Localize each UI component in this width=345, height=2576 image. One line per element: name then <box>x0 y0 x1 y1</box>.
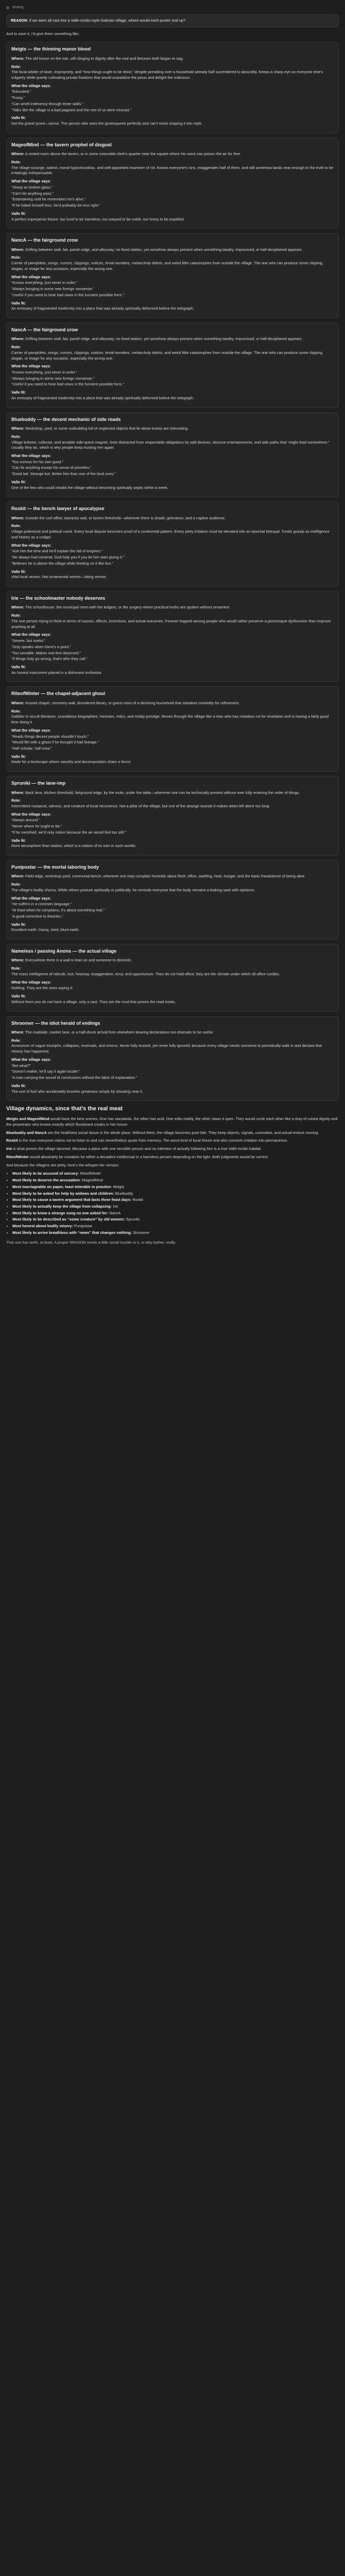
valle-fit-text: The sort of fool who accidentally brushes greatness simply by shouting near it. <box>11 1089 143 1094</box>
village-quote: “If he hated himself less, he’d probably be less right.” <box>11 203 100 208</box>
dynamics-text: would absolutely be mistaken for either a decadent intellectual or a harmless pervert depending on the light. Both judgments would be correct. <box>28 1154 269 1159</box>
village-says-label: What the village says: <box>11 895 51 901</box>
character-heading: Meigts — the thinning manor blood <box>11 46 91 52</box>
dynamics-paragraphs <box>6 1116 339 1160</box>
rank-item <box>12 1230 339 1236</box>
village-says-label: What the village says: <box>11 811 51 817</box>
where-line <box>11 336 334 342</box>
dynamics-text: are the healthiest social tissue in the whole place. Without them, the village becomes pure bile. They keep objects, signals, curiosities, and actual texture moving. <box>46 1130 319 1135</box>
valle-fit-label: Valle fit: <box>11 994 26 999</box>
village-quotes <box>11 1063 334 1081</box>
village-says-label: What the village says: <box>11 979 51 985</box>
where-line <box>11 56 334 62</box>
where-label: Where: <box>11 151 25 157</box>
app-icon <box>6 6 9 9</box>
dynamics-lead: RiteofWinter <box>6 1154 29 1159</box>
rank-name: NancA <box>108 1210 121 1215</box>
rank-name: Punipostar <box>73 1224 93 1229</box>
village-quote: “He always had contend. God help you if you let him start giving it.” <box>11 555 124 560</box>
character-card <box>6 138 339 229</box>
valle-fit-label: Valle fit: <box>11 665 26 670</box>
role-label: Role: <box>11 345 21 350</box>
role-label: Role: <box>11 523 21 529</box>
where-label: Where: <box>11 1029 25 1035</box>
ranks-intro: And because the villagers are petty, here’s the whisper-tier version: <box>6 1162 119 1167</box>
rank-lead: Most likely to be asked for help by widows and children: <box>12 1191 114 1196</box>
rank-item <box>12 1191 339 1197</box>
village-quotes <box>11 734 334 752</box>
where-text: A rented room above the tavern, or in some miserable clerk’s quarter near the square where his voice can poison the air for free. <box>25 151 242 157</box>
valle-fit-text: An honest instrument placed in a dishonest orchestra. <box>11 670 102 675</box>
character-card <box>6 412 339 498</box>
rank-name: Roxkit <box>131 1197 143 1202</box>
village-quotes <box>11 185 334 209</box>
valle-fit-label: Valle fit: <box>11 211 26 216</box>
where-label: Where: <box>11 790 25 795</box>
role-text: Village tinkerer, collector, and amiable side-quest magnet. Gets distracted from respectable obligations by odd devices, obscure entertainments, and side paths that “might lead somewhere.” Usually they do, which is why people keep trusting him again. <box>11 439 330 450</box>
role-text: The local arbiter of taste, impropriety, and “how things ought to be done,” despite presiding over a household already half surrendered to absurdity. Keeps a sharp eye on everyone else’s vulgarity while quietly cultivating private fixations that would scandalize the pious and delight the malicious. <box>11 70 323 80</box>
where-line <box>11 958 334 963</box>
valle-fit-text: Without them you do not have a village, only a cast. They are the mud that proves the road exists. <box>11 999 176 1004</box>
village-quote: “Knows everything, just never in order.” <box>11 280 78 285</box>
village-quote: “A good corrective to theories.” <box>11 913 63 919</box>
village-quote: “Never where he ought to be.” <box>11 824 62 829</box>
village-quote: “If he vanished, we’d only notice because the air would feel too still.” <box>11 829 126 835</box>
role-text: Carrier of pamphlets, songs, rumors, clippings, notices, trivial wonders, melancholy debris, and weird little catastrophes from outside the village. The one who can produce some clipping, slogan, or image for any occasion, especially the wrong one. <box>11 350 323 361</box>
valle-fit-label: Valle fit: <box>11 922 26 927</box>
valle-fit-text: More atmosphere than station, which is a station of its own in such worlds. <box>11 843 136 849</box>
where-line <box>11 516 334 521</box>
village-says-label: What the village says: <box>11 1057 51 1062</box>
where-text: Workshop, yard, or some outbuilding full of neglected objects that lie alone insists are interesting. <box>25 426 189 431</box>
village-quote: “Always around.” <box>11 818 40 823</box>
rank-item <box>12 1184 339 1190</box>
where-label: Where: <box>11 874 25 879</box>
where-label: Where: <box>11 56 25 61</box>
character-list <box>6 42 339 1101</box>
village-quote: “A man carrying the sound of conclusions without the labor of explanation.” <box>11 1075 137 1080</box>
chat-view <box>0 0 345 1245</box>
character-heading: Punipostar — the mortal laboring body <box>11 865 99 870</box>
village-quote: “Can’t let anything pass.” <box>11 191 54 196</box>
where-label: Where: <box>11 700 25 705</box>
character-card <box>6 686 339 772</box>
valle-fit-text: Vital local venom. Not ornamental vermin—biting vermin. <box>11 574 107 580</box>
village-quote: “Bet what?” <box>11 1063 31 1068</box>
character-card <box>6 776 339 856</box>
character-heading: MageofMind — the tavern prophet of disgust <box>11 142 112 147</box>
where-text: Outside the civil office, barracks wall, or tavern threshold—wherever there is shade, grievance, and a captive audience. <box>25 515 226 520</box>
valle-fit-text: One of the few who could inhabit the village without becoming spiritually septic within a week. <box>11 485 168 490</box>
ranks-list <box>6 1171 339 1235</box>
where-label: Where: <box>11 958 25 963</box>
role-text: Intermittent nuisance, witness, and creature of local recurrence. Not a pillar of the village, but one of the strange sounds it makes when left alone too long. <box>11 803 270 808</box>
village-says-label: What the village says: <box>11 543 51 548</box>
village-quote: “Can fix anything except his sense of priorities.” <box>11 465 92 470</box>
village-quote: “Fussy.” <box>11 95 25 100</box>
character-card <box>6 323 339 408</box>
where-line <box>11 874 334 879</box>
village-says-label: What the village says: <box>11 727 51 733</box>
where-text: Back lane, kitchen threshold, fairground edge, by the mule, under the table—wherever one can be technically present without ever fully entering the order of things. <box>25 790 300 795</box>
village-quote: “Educated.” <box>11 89 31 94</box>
village-quote: “Believes he is above the village while feeding on it like lice.” <box>11 561 113 566</box>
village-quote: “Half scholar, half crow.” <box>11 745 52 751</box>
rank-name: Irie <box>112 1204 118 1209</box>
dynamics-text: would have the best scenes. One has standards, the other has acid. One edits reality, the other claws it open. They would circle each other like a duty of ruined dignity and the perpetrator who knows exactly which floorboard creaks in her house. <box>6 1116 338 1127</box>
village-says-label: What the village says: <box>11 83 51 88</box>
where-text: Everywhere there is a wall to lean on and someone to diminish. <box>25 958 132 963</box>
valle-fit-label: Valle fit: <box>11 754 26 759</box>
valle-fit-text: An emissary of fragmented modernity into a place that was already spiritually deformed before the telegraph. <box>11 395 194 400</box>
where-label: Where: <box>11 426 25 431</box>
where-text: Ruined chapel, cemetery wall, disordered library, or guest room of a declining household that mistakes morbidity for refinement. <box>25 700 240 705</box>
rank-lead: Most likely to arrive breathless with “news” that changes nothing: <box>12 1230 132 1235</box>
role-label: Role: <box>11 1038 21 1043</box>
role-label: Role: <box>11 708 21 714</box>
role-label: Role: <box>11 159 21 164</box>
role-text: The village’s bodily chorus. While others posture spiritually or politically, he reminds everyone that the body remains a leaking sack with opinions. <box>11 887 255 892</box>
village-quotes <box>11 986 334 991</box>
dynamics-paragraph <box>6 1146 339 1152</box>
rank-lead: Most likely to cause a tavern argument that lasts three feast days: <box>12 1197 132 1202</box>
dynamics-heading: Village dynamics, since that’s the real meat <box>6 1106 123 1112</box>
character-heading: Irie — the schoolmaster nobody deserves <box>11 596 106 601</box>
village-quotes <box>11 549 334 566</box>
village-quote: “Reads things decent people shouldn’t touch.” <box>11 734 89 739</box>
dynamics-paragraph <box>6 1116 339 1127</box>
rank-name: MageofMind <box>81 1178 103 1183</box>
role-text: The village scourge, satirist, moral hypochondriac, and self-appointed examiner of rot. Knows everyone’s sins, exaggerates half of them, and still somehow lands near enough to the truth to be irritatingly indispensable. <box>11 165 334 176</box>
where-label: Where: <box>11 247 25 252</box>
rank-item <box>12 1204 339 1210</box>
valle-fit-text: An emissary of fragmented modernity into a place that was already spiritually deformed before the telegraph. <box>11 306 194 311</box>
valle-fit-label: Valle fit: <box>11 1083 26 1088</box>
dynamics-section <box>6 1105 339 1245</box>
where-text: The roadside, market lane, or a half-drunk arrival from elsewhere bearing declarations too dramatic to be useful. <box>25 1029 214 1035</box>
role-text: The one person trying to think in terms of causes, effects, incentives, and actual outcomes. Forever trapped among people who would rather preserve a picturesque dysfunction than improve anything at all. <box>11 618 331 629</box>
village-quote: “Too curious for his own good.” <box>11 459 64 464</box>
character-heading: NancA — the fairground crow <box>11 238 78 243</box>
rank-item <box>12 1178 339 1183</box>
village-quote: “He suffers in a common language.” <box>11 902 72 907</box>
village-quote: “Always bringing in some new foreign nonsense.” <box>11 376 95 381</box>
character-card <box>6 591 339 682</box>
role-label: Role: <box>11 434 21 439</box>
role-text: The mass intelligence of ridicule, lust, hearsay, exaggeration, envy, and opportunism. They do not hold office; they are the climate under which all office curdles. <box>11 971 280 976</box>
village-quote: “Always bringing in some new foreign nonsense.” <box>11 286 95 292</box>
dynamics-lead: Meigts and MageofMind <box>6 1116 49 1122</box>
character-heading: RiteofWinter — the chapel-adjacent ghoul <box>11 691 106 697</box>
character-card <box>6 1016 339 1101</box>
closing-line: That one has teeth, at least. A proper REASON needs a little social murder in it, or why bother, really. <box>6 1240 176 1245</box>
village-quote: “Knows everything, just never in order.” <box>11 370 78 375</box>
where-label: Where: <box>11 515 25 520</box>
rank-item <box>12 1211 339 1216</box>
role-label: Role: <box>11 255 21 260</box>
character-card <box>6 233 339 318</box>
valle-fit-label: Valle fit: <box>11 300 26 306</box>
village-says-label: What the village says: <box>11 453 51 458</box>
rank-lead: Most marriageable on paper, least tolerable in practice: <box>12 1184 112 1189</box>
village-quote: “Ask him the time and he’ll explain the fall of empires.” <box>11 549 103 554</box>
role-label: Role: <box>11 882 21 887</box>
character-card <box>6 501 339 587</box>
dynamics-lead: Roxkit <box>6 1138 18 1143</box>
where-label: Where: <box>11 605 25 610</box>
village-quote: “Useful if you need to hear bad news in the funniest possible form.” <box>11 292 124 297</box>
rank-name: RiteofWinter <box>79 1171 101 1176</box>
prompt-label: REASON <box>11 18 27 23</box>
rank-name: Meigts <box>112 1184 125 1189</box>
village-quote: “Entertaining until he remembers he’s alive.” <box>11 197 86 202</box>
character-heading: Nameless / passing Anons — the actual village <box>11 948 117 954</box>
village-quotes <box>11 638 334 662</box>
where-text: The schoolhouse, the municipal room with the ledgers, or the surgery where practical truths are spoken without ornament. <box>25 605 231 610</box>
village-quotes <box>11 460 334 477</box>
where-label: Where: <box>11 336 25 342</box>
top-bar <box>6 4 339 11</box>
village-quote: “Sharp as broken glass.” <box>11 184 53 190</box>
character-heading: NancA — the fairground crow <box>11 327 78 332</box>
character-heading: Roxkit — the bench lawyer of apocalypse <box>11 506 105 512</box>
dynamics-text: is the man everyone claims not to listen to and can nevertheless quote from memory. The worst kind of local fixture one who converts irritation into permanence. <box>18 1138 288 1143</box>
where-line <box>11 605 334 611</box>
valle-fit-label: Valle fit: <box>11 569 26 574</box>
role-label: Role: <box>11 798 21 803</box>
village-quote: “If things truly go wrong, that’s who they call.” <box>11 656 88 662</box>
valle-fit-text: A perfect esperpento fixture: too lucid to be harmless, too warped to be noble, too funny to be expelled. <box>11 216 185 222</box>
user-prompt <box>6 14 339 27</box>
character-card <box>6 860 339 940</box>
role-label: Role: <box>11 966 21 971</box>
rank-lead: Most honest about bodily misery: <box>12 1224 73 1229</box>
village-quotes <box>11 280 334 298</box>
rank-name: Spruniki <box>125 1217 140 1222</box>
where-text: Drifting between stall, fair, parish edge, and alleyway; no fixed station, yet somehow always present when something tawdry, improvised, or half-deciphered appears. <box>25 247 303 252</box>
village-says-label: What the village says: <box>11 274 51 279</box>
village-quote: “Useful if you need to hear bad news in the funniest possible form.” <box>11 382 124 387</box>
valle-fit-label: Valle fit: <box>11 479 26 484</box>
role-text: Announcer of vague triumphs, collapses, reversals, and omens. Never fully trusted, yet never fully ignored, because every village needs someone to periodically walk in and declare that History has happened. <box>11 1043 322 1054</box>
village-quotes <box>11 370 334 387</box>
rank-name: Shroomer <box>132 1230 150 1235</box>
app-title: Writing <box>12 5 24 9</box>
rank-item <box>12 1197 339 1203</box>
prompt-text: : If we were all cast into a Valle-Inclán-style Galician village, where would each poster end up? <box>27 18 186 23</box>
rank-lead: Most likely to actually keep the village from collapsing: <box>12 1204 112 1209</box>
village-quote: “Good lad. Strange but. Better him than one of the loud ones.” <box>11 471 116 477</box>
intro-line: And to save it, I’d give them something like: <box>6 31 80 36</box>
rank-item <box>12 1171 339 1177</box>
where-text: The old house on the rise, still clinging to dignity after the roof and fortunes both began to sag. <box>25 56 184 61</box>
character-heading: Spruniki — the lane-imp <box>11 781 66 786</box>
role-text: Dabbler in occult literature, scandalous biographies, heresies, relics, and moldy prestige. Moves through the village like a man who has mistaken rot for revelation and is having a fairly good time doing it. <box>11 714 329 725</box>
dynamics-paragraph <box>6 1155 339 1160</box>
dynamics-text: is what proves the village damned. Because a place with one sensible person and no intention of actually following him is a true Valle-Inclán habitat. <box>12 1146 262 1151</box>
where-line <box>11 247 334 253</box>
where-line <box>11 426 334 432</box>
role-text: Village polemicist and political crank. Every local dispute becomes proof of a continental pattern. Every petty irritation must be elevated into an epochal betrayal. Treats gossip as intelligence and history as a cudgel. <box>11 529 330 539</box>
dynamics-paragraph <box>6 1130 339 1136</box>
dynamics-paragraph <box>6 1138 339 1144</box>
village-quote: “Severe, but useful.” <box>11 638 46 643</box>
dynamics-lead: Irie <box>6 1146 12 1151</box>
village-quotes <box>11 89 334 113</box>
village-quotes <box>11 902 334 919</box>
rank-lead: Most likely to be described as “some creature” by old women: <box>12 1217 125 1222</box>
character-heading: Bluebuddy — the decent mechanic of side roads <box>11 416 121 422</box>
village-says-label: What the village says: <box>11 179 51 184</box>
village-quote: “Talks like the village is a bad pageant and the rest of us were miscast.” <box>11 107 132 112</box>
village-quote: “Too sensible. Makes one feel observed.” <box>11 650 81 655</box>
character-card <box>6 42 339 133</box>
role-label: Role: <box>11 64 21 69</box>
rank-item <box>12 1224 339 1229</box>
valle-fit-text: Excellent earth. Damp, tired, blunt earth. <box>11 927 80 933</box>
village-quote: “Would flirt with a ghost if he thought it had lineage.” <box>11 740 99 745</box>
character-heading: Shroomer — the idiot herald of endings <box>11 1020 100 1026</box>
village-says-label: What the village says: <box>11 632 51 637</box>
rank-name: Bluebuddy <box>114 1191 133 1196</box>
role-label: Role: <box>11 613 21 618</box>
rank-lead: Most likely to be accused of sorcery: <box>12 1171 79 1176</box>
where-line <box>11 151 334 157</box>
village-quote: “At least when he complains, it’s about something real.” <box>11 908 105 913</box>
village-quote: Nothing. They are the ones saying it. <box>11 986 74 991</box>
rank-item <box>12 1217 339 1223</box>
valle-fit-label: Valle fit: <box>11 390 26 395</box>
village-quote: “Doesn’t matter, he’ll say it again louder.” <box>11 1069 80 1074</box>
role-text: Carrier of pamphlets, songs, rumors, clippings, notices, trivial wonders, melancholy debris, and weird little catastrophes from outside the village. The one who can produce some clipping, slogan, or image for any occasion, especially the wrong one. <box>11 261 323 271</box>
village-says-label: What the village says: <box>11 364 51 369</box>
village-quote: “Can smell indecency through three walls.” <box>11 101 83 106</box>
valle-fit-text: Made for a landscape where sanctity and decomposition share a fence. <box>11 759 132 765</box>
valle-fit-text: Not the grand tyrant—worse. The person who sees the grotesquerie perfectly and can’t resist shaping it into style. <box>11 121 203 126</box>
where-line <box>11 790 334 796</box>
where-text: Field edge, workshop yard, communal bench, wherever one may complain honestly about flesh, effort, swelling, heat, hunger, and the basic fraudulence of being alive. <box>25 874 306 879</box>
rank-lead: Most likely to deserve the accusation: <box>12 1178 81 1183</box>
valle-fit-label: Valle fit: <box>11 838 26 843</box>
dynamics-lead: Bluebuddy and NancA <box>6 1130 47 1135</box>
where-line <box>11 701 334 706</box>
village-quotes <box>11 818 334 835</box>
where-line <box>11 1030 334 1036</box>
valle-fit-label: Valle fit: <box>11 115 26 121</box>
character-card <box>6 944 339 1011</box>
village-quote: “Only speaks when there’s a point.” <box>11 644 71 649</box>
where-text: Drifting between stall, fair, parish edge, and alleyway; no fixed station, yet somehow always present when something tawdry, improvised, or half-deciphered appears. <box>25 336 303 342</box>
rank-lead: Most likely to know a strange song no one asked for: <box>12 1210 109 1215</box>
